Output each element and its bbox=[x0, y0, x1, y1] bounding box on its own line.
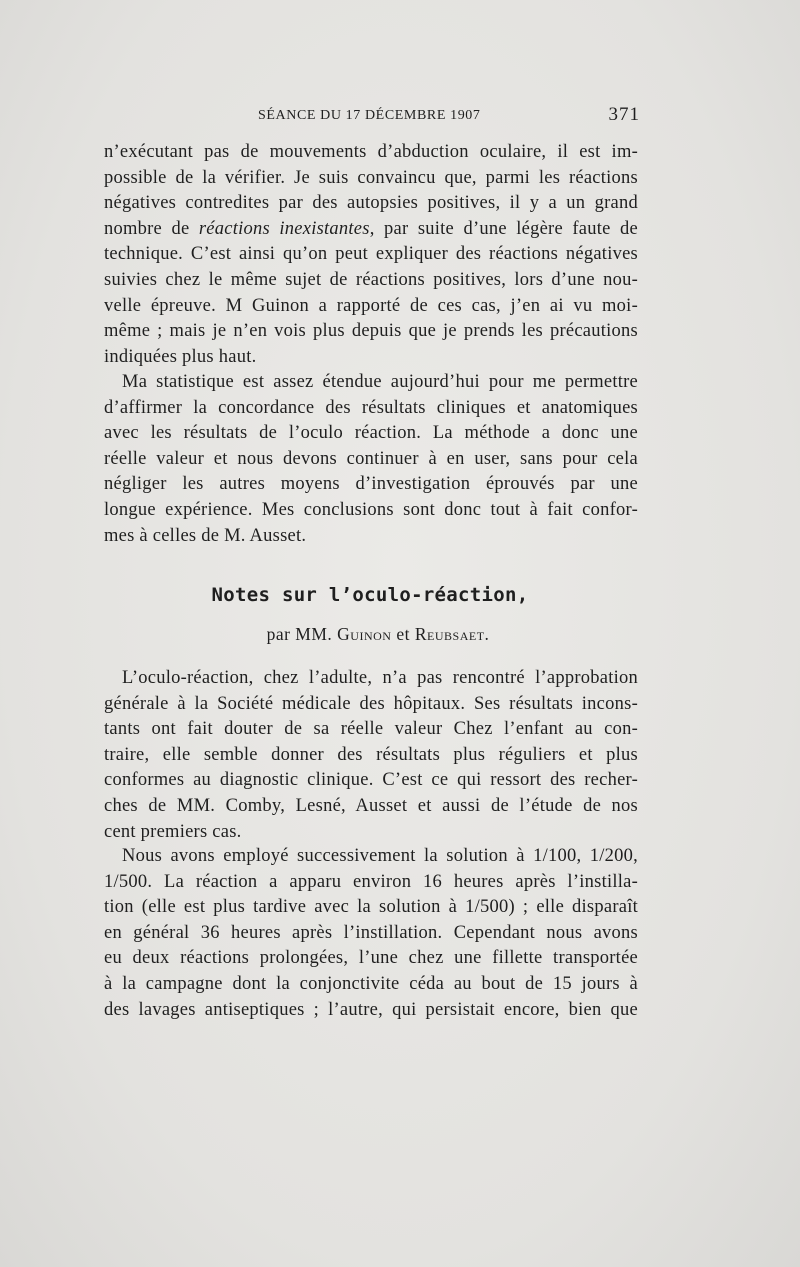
text-line: réelle valeur et nous devons continuer à en user, sans pour cela bbox=[104, 448, 638, 469]
text-line: longue expérience. Mes conclusions sont donc tout à fait confor- bbox=[104, 499, 638, 520]
text-line: L’oculo-réaction, chez l’adulte, n’a pas rencontré l’approbation bbox=[122, 668, 638, 688]
text-line: eu deux réactions prolongées, l’une chez une fillette transportée bbox=[104, 948, 638, 969]
text-line: Ma statistique est assez étendue aujourd’hui pour me permettre bbox=[122, 372, 638, 392]
paragraph-2 bbox=[104, 370, 638, 549]
paragraph-3 bbox=[104, 666, 638, 845]
text-line: tion (elle est plus tardive avec la solution à 1/500) ; elle disparaît bbox=[104, 897, 638, 918]
text-line: tants ont fait douter de sa réelle valeur Chez l’enfant au con- bbox=[104, 719, 638, 740]
text-line: générale à la Société médicale des hôpitaux. Ses résultats incons- bbox=[104, 693, 638, 714]
text-line: ches de MM. Comby, Lesné, Ausset et aussi de l’étude de nos bbox=[104, 795, 638, 816]
text-segment: nombre de bbox=[104, 218, 199, 239]
text-line: avec les résultats de l’oculo réaction. La méthode a donc une bbox=[104, 423, 638, 444]
text-line: traire, elle semble donner des résultats plus réguliers et plus bbox=[104, 744, 638, 765]
text-line: cent premiers cas. bbox=[104, 821, 242, 842]
text-line: à la campagne dont la conjonctivite céda au bout de 15 jours à bbox=[104, 973, 638, 994]
text-line: Nous avons employé successivement la solution à 1/100, 1/200, bbox=[122, 846, 638, 866]
byline-conjunction: et bbox=[396, 624, 410, 644]
page-number: 371 bbox=[608, 104, 640, 125]
text-line: possible de la vérifier. Je suis convaincu que, parmi les réactions bbox=[104, 167, 638, 188]
byline-prefix: par MM. bbox=[266, 624, 333, 644]
author-name: Guinon bbox=[337, 624, 392, 644]
text-line: des lavages antiseptiques ; l’autre, qui persistait encore, bien que bbox=[104, 999, 638, 1020]
author-name: Reubsaet. bbox=[414, 624, 490, 644]
italic-phrase: réactions inexistantes bbox=[198, 218, 370, 239]
paragraph-4 bbox=[104, 844, 638, 1023]
text-line: même ; mais je n’en vois plus depuis que je prends les précautions bbox=[104, 321, 638, 342]
text-line: conformes au diagnostic clinique. C’est ce qui ressort des recher- bbox=[104, 770, 638, 791]
text-line: technique. C’est ainsi qu’on peut expliquer des réactions négatives bbox=[104, 244, 638, 265]
paragraph-1 bbox=[104, 140, 638, 370]
text-line: 1/500. La réaction a apparu environ 16 heures après l’instilla- bbox=[104, 871, 638, 892]
text-line: négliger les autres moyens d’investigation éprouvés par une bbox=[104, 474, 638, 495]
text-line: mes à celles de M. Ausset. bbox=[104, 525, 307, 546]
page-header bbox=[258, 104, 640, 128]
text-line bbox=[104, 217, 638, 243]
section-title: Notes sur l’oculo-réaction, bbox=[211, 584, 529, 606]
text-line: en général 36 heures après l’instillation. Cependant nous avons bbox=[104, 922, 638, 943]
running-title: SÉANCE DU 17 DÉCEMBRE 1907 bbox=[258, 108, 481, 123]
text-segment: , par suite d’une légère faute de bbox=[369, 218, 638, 239]
text-line: n’exécutant pas de mouvements d’abduction oculaire, il est im- bbox=[104, 142, 638, 162]
text-line: suivies chez le même sujet de réactions positives, lors d’une nou- bbox=[104, 269, 638, 290]
text-line: indiquées plus haut. bbox=[104, 346, 257, 367]
text-line: négatives contredites par des autopsies positives, il y a un grand bbox=[104, 193, 638, 214]
text-line: velle épreuve. M Guinon a rapporté de ces cas, j’en ai vu moi- bbox=[104, 295, 638, 316]
text-line: d’affirmer la concordance des résultats cliniques et anatomiques bbox=[104, 397, 638, 418]
section-byline bbox=[0, 624, 756, 645]
